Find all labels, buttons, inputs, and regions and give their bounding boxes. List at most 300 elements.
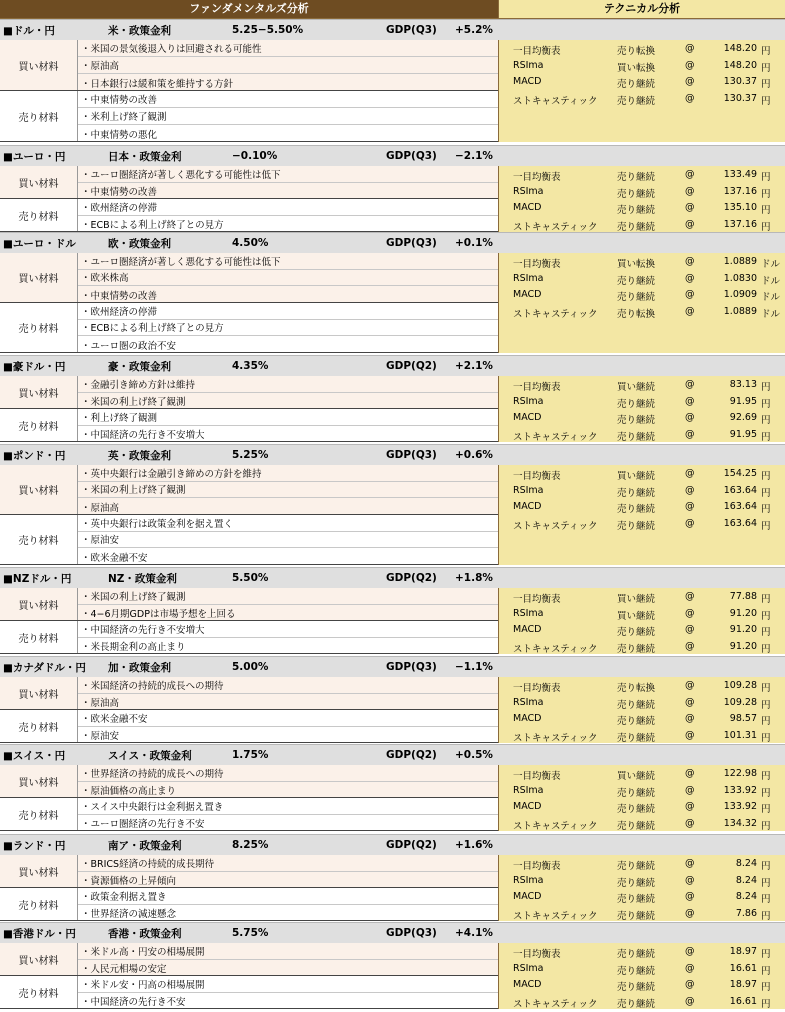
at-mark: @: [685, 784, 695, 796]
indicator-price: 148.20: [723, 43, 757, 54]
buy-factors-label: 買い材料: [0, 855, 78, 887]
buy-factor-item: ・人民元相場の安定: [81, 963, 167, 975]
policy-rate-value: 5.25%: [232, 449, 269, 461]
buy-factor-item: ・米ドル高・円安の相場展開: [78, 943, 498, 960]
indicator-name: 一目均衡表: [513, 471, 561, 482]
price-unit: ドル: [761, 259, 781, 270]
at-mark: @: [685, 305, 695, 317]
sell-factors-list: [78, 621, 498, 653]
indicator-name: MACD: [513, 501, 542, 512]
buy-factor-item: ・金融引き締め方針は維持: [78, 376, 498, 393]
at-mark: @: [685, 891, 695, 902]
technical-row: [499, 256, 785, 270]
price-unit: 円: [761, 221, 771, 233]
indicator-price: 91.20: [729, 607, 757, 619]
indicator-name: RSIma: [513, 272, 544, 284]
fundamentals-panel: [0, 465, 498, 565]
pair-name: ■香港ドル・円: [3, 927, 76, 940]
at-mark: @: [685, 640, 695, 652]
pair-name: ■ドル・円: [3, 24, 55, 37]
price-unit: 円: [761, 62, 771, 74]
indicator-price: 1.0909: [723, 289, 757, 300]
policy-rate-value: 5.25−5.50%: [232, 24, 304, 36]
price-unit: 円: [761, 520, 771, 532]
technical-row: [499, 412, 785, 426]
indicator-signal: 売り継続: [617, 431, 656, 443]
indicator-name: MACD: [513, 202, 542, 213]
sell-factors-list: [78, 303, 498, 352]
price-unit: 円: [761, 46, 771, 57]
price-unit: 円: [761, 910, 771, 922]
sell-factor-item: ・米ドル安・円高の相場展開: [78, 976, 498, 993]
indicator-name: RSIma: [513, 59, 544, 71]
policy-rate-label: 日本・政策金利: [108, 150, 182, 163]
price-unit: 円: [761, 594, 771, 605]
price-unit: 円: [761, 820, 771, 832]
technical-row: [499, 396, 785, 410]
indicator-signal: 売り継続: [617, 982, 656, 993]
gdp-label: GDP(Q3): [386, 150, 437, 162]
sell-factors-group: [0, 621, 498, 654]
sell-factors-list: [78, 409, 498, 441]
pair-detail-block: [0, 943, 785, 1009]
buy-factor-item: ・原油高: [81, 502, 120, 514]
indicator-name: RSIma: [513, 395, 544, 407]
technical-row: [499, 289, 785, 303]
indicator-price: 133.92: [723, 784, 757, 796]
indicator-price: 98.57: [729, 713, 757, 724]
sell-factors-label: 売り材料: [0, 303, 78, 352]
indicator-price: 16.61: [729, 962, 757, 974]
buy-factors-group: [0, 465, 498, 515]
at-mark: @: [685, 517, 695, 529]
pair-detail-block: [0, 166, 785, 232]
indicator-price: 18.97: [729, 946, 757, 957]
buy-factors-list: [78, 465, 498, 514]
buy-factor-item: ・ユーロ圏経済が著しく悪化する可能性は低下: [78, 166, 498, 183]
technical-row: [499, 891, 785, 905]
price-unit: 円: [761, 487, 771, 499]
indicator-signal: 買い継続: [617, 382, 656, 393]
buy-factors-group: [0, 40, 498, 91]
pair-detail-block: [0, 253, 785, 353]
sell-factors-label: 売り材料: [0, 515, 78, 564]
sell-factors-group: [0, 710, 498, 743]
sell-factor-item: ・ECBによる利上げ終了との見方: [78, 320, 498, 337]
indicator-name: RSIma: [513, 185, 544, 197]
indicator-price: 163.64: [723, 517, 757, 529]
technical-panel: [498, 943, 785, 1009]
technical-row: [499, 468, 785, 482]
buy-factors-group: [0, 855, 498, 888]
indicator-price: 91.20: [729, 624, 757, 635]
at-mark: @: [685, 768, 695, 779]
indicator-signal: 売り継続: [617, 965, 656, 977]
buy-factors-group: [0, 166, 498, 199]
sell-factor-item: ・中国経済の先行き不安増大: [78, 621, 498, 638]
gdp-label: GDP(Q3): [386, 237, 437, 249]
technical-row: [499, 43, 785, 57]
pair-name: ■豪ドル・円: [3, 360, 66, 373]
gdp-value: −1.1%: [455, 661, 493, 673]
indicator-name: 一目均衡表: [513, 46, 561, 57]
indicator-price: 91.95: [729, 428, 757, 440]
technical-row: [499, 591, 785, 605]
buy-factors-list: [78, 855, 498, 887]
price-unit: ドル: [761, 292, 781, 303]
technical-row: [499, 76, 785, 90]
indicator-signal: 売り継続: [617, 221, 656, 233]
price-unit: 円: [761, 382, 771, 393]
sell-factors-group: [0, 515, 498, 565]
buy-factors-list: [78, 943, 498, 975]
sell-factors-list: [78, 888, 498, 920]
sell-factors-label: 売り材料: [0, 199, 78, 231]
technical-row: [499, 273, 785, 287]
buy-factor-item: ・英中央銀行は金融引き締めの方針を維持: [78, 465, 498, 482]
price-unit: 円: [761, 877, 771, 889]
policy-rate-label: 豪・政策金利: [108, 360, 171, 373]
pair-detail-block: [0, 855, 785, 921]
indicator-signal: 売り継続: [617, 205, 656, 216]
indicator-name: ストキャスティック: [513, 998, 598, 1010]
indicator-name: 一目均衡表: [513, 683, 561, 694]
at-mark: @: [685, 202, 695, 213]
indicator-name: MACD: [513, 979, 542, 990]
sell-factor-item: ・スイス中央銀行は金利据え置き: [78, 798, 498, 815]
at-mark: @: [685, 858, 695, 869]
at-mark: @: [685, 962, 695, 974]
indicator-name: ストキャスティック: [513, 308, 598, 320]
pair-header-row: [0, 145, 785, 166]
gdp-label: GDP(Q2): [386, 360, 437, 372]
indicator-price: 91.20: [729, 640, 757, 652]
indicator-price: 163.64: [723, 484, 757, 496]
buy-factor-item: ・中東情勢の改善: [81, 186, 158, 198]
indicator-signal: 売り継続: [617, 949, 656, 960]
at-mark: @: [685, 874, 695, 886]
sell-factors-group: [0, 798, 498, 831]
buy-factors-label: 買い材料: [0, 765, 78, 797]
buy-factor-item: ・欧米株高: [78, 270, 498, 287]
fundamentals-panel: [0, 253, 498, 353]
indicator-name: ストキャスティック: [513, 221, 598, 233]
indicator-signal: 売り継続: [617, 910, 656, 922]
sell-factor-item: ・中東情勢の改善: [78, 91, 498, 108]
buy-factors-label: 買い材料: [0, 588, 78, 620]
fundamentals-panel: [0, 765, 498, 831]
indicator-signal: 買い転換: [617, 259, 656, 270]
at-mark: @: [685, 468, 695, 479]
price-unit: 円: [761, 965, 771, 977]
technical-row: [499, 60, 785, 74]
sell-factor-item: ・利上げ終了観測: [78, 409, 498, 426]
technical-panel: [498, 465, 785, 565]
gdp-value: +1.8%: [455, 572, 493, 584]
indicator-signal: 売り転換: [617, 308, 656, 320]
technical-panel: [498, 166, 785, 232]
indicator-name: MACD: [513, 624, 542, 635]
at-mark: @: [685, 501, 695, 512]
indicator-name: 一目均衡表: [513, 172, 561, 183]
indicator-signal: 買い継続: [617, 610, 656, 622]
indicator-price: 1.0830: [723, 272, 757, 284]
buy-factors-label: 買い材料: [0, 465, 78, 514]
indicator-name: 一目均衡表: [513, 861, 561, 872]
indicator-signal: 買い継続: [617, 471, 656, 482]
gdp-value: +1.6%: [455, 839, 493, 851]
indicator-signal: 売り継続: [617, 275, 656, 287]
at-mark: @: [685, 169, 695, 180]
price-unit: 円: [761, 431, 771, 443]
technical-panel: [498, 253, 785, 353]
price-unit: 円: [761, 804, 771, 815]
pair-name: ■ユーロ・円: [3, 150, 66, 163]
at-mark: @: [685, 412, 695, 423]
fundamentals-panel: [0, 588, 498, 654]
indicator-price: 137.16: [723, 185, 757, 197]
gdp-label: GDP(Q2): [386, 839, 437, 851]
technical-row: [499, 801, 785, 815]
price-unit: 円: [761, 172, 771, 183]
gdp-label: GDP(Q3): [386, 449, 437, 461]
indicator-signal: 売り継続: [617, 643, 656, 655]
indicator-name: MACD: [513, 891, 542, 902]
indicator-signal: 売り継続: [617, 415, 656, 426]
buy-factors-label: 買い材料: [0, 677, 78, 709]
technical-row: [499, 908, 785, 922]
buy-factors-group: [0, 677, 498, 710]
policy-rate-label: 欧・政策金利: [108, 237, 171, 250]
indicator-name: ストキャスティック: [513, 820, 598, 832]
indicator-price: 134.32: [723, 817, 757, 829]
indicator-signal: 売り継続: [617, 877, 656, 889]
price-unit: 円: [761, 732, 771, 744]
price-unit: 円: [761, 949, 771, 960]
policy-rate-value: −0.10%: [232, 150, 278, 162]
at-mark: @: [685, 907, 695, 919]
indicator-price: 101.31: [723, 729, 757, 741]
indicator-signal: 売り継続: [617, 861, 656, 872]
price-unit: 円: [761, 471, 771, 482]
sell-factor-item: ・中国経済の先行き不安: [81, 996, 186, 1008]
technical-row: [499, 306, 785, 320]
buy-factor-item: ・4−6月期GDPは市場予想を上回る: [81, 608, 236, 620]
technical-row: [499, 429, 785, 443]
sell-factors-label: 売り材料: [0, 91, 78, 141]
policy-rate-label: 米・政策金利: [108, 24, 171, 37]
technical-row: [499, 785, 785, 799]
indicator-name: ストキャスティック: [513, 910, 598, 922]
at-mark: @: [685, 680, 695, 691]
pair-detail-block: [0, 677, 785, 743]
indicator-signal: 売り継続: [617, 716, 656, 727]
indicator-price: 1.0889: [723, 305, 757, 317]
technical-row: [499, 996, 785, 1010]
buy-factor-item: ・原油高: [81, 697, 120, 709]
sell-factor-item: ・欧州経済の停滞: [78, 303, 498, 320]
indicator-signal: 売り転換: [617, 46, 656, 57]
indicator-price: 1.0889: [723, 256, 757, 267]
pair-detail-block: [0, 40, 785, 142]
price-unit: 円: [761, 998, 771, 1010]
gdp-value: +4.1%: [455, 927, 493, 939]
indicator-signal: 売り継続: [617, 627, 656, 638]
pair-detail-block: [0, 376, 785, 442]
fundamentals-header: ファンダメンタルズ分析: [0, 0, 498, 18]
at-mark: @: [685, 801, 695, 812]
pair-header-row: [0, 656, 785, 677]
policy-rate-value: 8.25%: [232, 839, 269, 851]
technical-panel: [498, 765, 785, 831]
pair-name: ■スイス・円: [3, 749, 66, 762]
at-mark: @: [685, 256, 695, 267]
indicator-signal: 売り継続: [617, 398, 656, 410]
at-mark: @: [685, 76, 695, 87]
buy-factors-label: 買い材料: [0, 376, 78, 408]
indicator-price: 18.97: [729, 979, 757, 990]
buy-factors-list: [78, 588, 498, 620]
pair-name: ■ランド・円: [3, 839, 66, 852]
policy-rate-label: スイス・政策金利: [108, 749, 192, 762]
technical-row: [499, 379, 785, 393]
indicator-name: ストキャスティック: [513, 643, 598, 655]
indicator-name: 一目均衡表: [513, 949, 561, 960]
buy-factors-label: 買い材料: [0, 40, 78, 90]
buy-factor-item: ・米国の景気後退入りは回避される可能性: [78, 40, 498, 57]
technical-row: [499, 680, 785, 694]
indicator-price: 130.37: [723, 92, 757, 104]
sell-factor-item: ・ユーロ圏経済の先行き不安: [81, 818, 205, 830]
price-unit: 円: [761, 894, 771, 905]
sell-factors-list: [78, 199, 498, 231]
price-unit: ドル: [761, 308, 781, 320]
policy-rate-label: NZ・政策金利: [108, 572, 177, 585]
indicator-name: ストキャスティック: [513, 95, 598, 107]
at-mark: @: [685, 484, 695, 496]
indicator-price: 163.64: [723, 501, 757, 512]
indicator-name: RSIma: [513, 607, 544, 619]
price-unit: 円: [761, 205, 771, 216]
pair-header-row: [0, 834, 785, 855]
pair-name: ■ポンド・円: [3, 449, 66, 462]
technical-row: [499, 169, 785, 183]
technical-row: [499, 186, 785, 200]
indicator-name: MACD: [513, 801, 542, 812]
indicator-signal: 売り継続: [617, 520, 656, 532]
indicator-price: 130.37: [723, 76, 757, 87]
at-mark: @: [685, 946, 695, 957]
price-unit: 円: [761, 716, 771, 727]
gdp-value: +0.1%: [455, 237, 493, 249]
at-mark: @: [685, 729, 695, 741]
indicator-name: RSIma: [513, 484, 544, 496]
indicator-signal: 売り継続: [617, 820, 656, 832]
indicator-signal: 売り継続: [617, 894, 656, 905]
indicator-signal: 売り継続: [617, 732, 656, 744]
buy-factor-item: ・世界経済の持続的成長への期待: [78, 765, 498, 782]
technical-row: [499, 713, 785, 727]
sell-factor-item: ・ECBによる利上げ終了との見方: [81, 219, 224, 231]
indicator-price: 137.16: [723, 218, 757, 230]
technical-header: テクニカル分析: [498, 0, 785, 18]
price-unit: 円: [761, 504, 771, 515]
at-mark: @: [685, 817, 695, 829]
at-mark: @: [685, 979, 695, 990]
buy-factor-item: ・米国の利上げ終了観測: [78, 588, 498, 605]
policy-rate-value: 4.50%: [232, 237, 269, 249]
pair-header-row: [0, 922, 785, 943]
at-mark: @: [685, 185, 695, 197]
at-mark: @: [685, 43, 695, 54]
buy-factor-item: ・米国の利上げ終了観測: [78, 482, 498, 499]
price-unit: 円: [761, 95, 771, 107]
policy-rate-value: 4.35%: [232, 360, 269, 372]
at-mark: @: [685, 379, 695, 390]
fundamentals-panel: [0, 40, 498, 142]
sell-factor-item: ・世界経済の減速懸念: [81, 908, 177, 920]
buy-factors-list: [78, 677, 498, 709]
buy-factor-item: ・原油高: [78, 57, 498, 74]
sell-factors-label: 売り材料: [0, 621, 78, 653]
indicator-price: 92.69: [729, 412, 757, 423]
gdp-value: +2.1%: [455, 360, 493, 372]
technical-panel: [498, 588, 785, 654]
indicator-name: ストキャスティック: [513, 431, 598, 443]
pair-detail-block: [0, 588, 785, 654]
buy-factor-item: ・日本銀行は緩和策を維持する方針: [81, 78, 234, 90]
indicator-signal: 売り継続: [617, 487, 656, 499]
indicator-signal: 売り継続: [617, 998, 656, 1010]
indicator-signal: 売り継続: [617, 79, 656, 90]
indicator-price: 133.92: [723, 801, 757, 812]
technical-row: [499, 979, 785, 993]
indicator-name: 一目均衡表: [513, 382, 561, 393]
at-mark: @: [685, 713, 695, 724]
sell-factors-list: [78, 710, 498, 742]
sell-factors-group: [0, 303, 498, 353]
indicator-name: MACD: [513, 289, 542, 300]
sell-factor-item: ・中東情勢の悪化: [81, 129, 158, 141]
policy-rate-label: 英・政策金利: [108, 449, 171, 462]
at-mark: @: [685, 607, 695, 619]
at-mark: @: [685, 995, 695, 1007]
price-unit: 円: [761, 398, 771, 410]
gdp-value: −2.1%: [455, 150, 493, 162]
indicator-price: 133.49: [723, 169, 757, 180]
indicator-price: 16.61: [729, 995, 757, 1007]
indicator-price: 8.24: [735, 891, 757, 902]
technical-row: [499, 858, 785, 872]
buy-factor-item: ・BRICS経済の持続的成長期待: [78, 855, 498, 872]
indicator-name: MACD: [513, 713, 542, 724]
indicator-price: 8.24: [735, 874, 757, 886]
indicator-price: 109.28: [723, 680, 757, 691]
technical-row: [499, 641, 785, 655]
indicator-name: RSIma: [513, 874, 544, 886]
fundamentals-panel: [0, 943, 498, 1009]
price-unit: 円: [761, 683, 771, 694]
buy-factor-item: ・米国経済の持続的成長への期待: [78, 677, 498, 694]
indicator-name: MACD: [513, 76, 542, 87]
indicator-name: 一目均衡表: [513, 771, 561, 782]
indicator-name: RSIma: [513, 784, 544, 796]
price-unit: 円: [761, 861, 771, 872]
pair-detail-block: [0, 765, 785, 831]
indicator-name: MACD: [513, 412, 542, 423]
gdp-value: +0.5%: [455, 749, 493, 761]
pair-header-row: [0, 567, 785, 588]
